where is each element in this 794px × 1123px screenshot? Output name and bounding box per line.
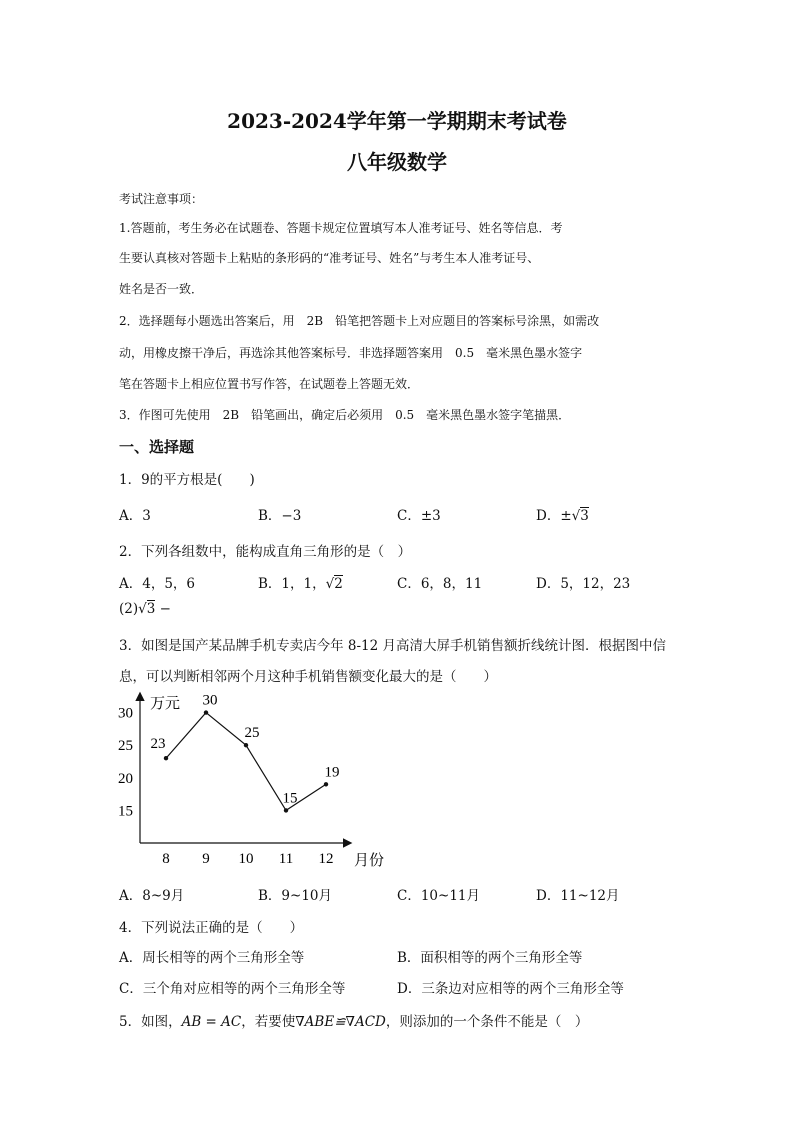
q4-option-a: A．周长相等的两个三角形全等 [119,950,305,966]
y-tick-label: 20 [118,770,133,787]
x-tick-label: 8 [162,851,170,867]
question-2-stem: 2．下列各组数中，能构成直角三角形的是（ ） [119,544,412,560]
data-label: 23 [150,736,166,753]
notice-line: 动，用橡皮擦干净后，再选涂其他答案标号．非选择题答案用 0.5 毫米黑色墨水签字 [119,346,583,360]
data-label: 30 [202,692,218,709]
stray-expression: (2)√3 − [119,601,171,617]
sales-line-chart [110,688,400,873]
exam-subtitle: 八年级数学 [347,150,447,174]
math-expression: ∇ABE≌∇ACD [295,1014,386,1030]
sqrt-sign-icon: √ [138,601,147,617]
data-point [204,710,208,714]
question-3-stem-line1: 3．如图是国产某品牌手机专卖店今年 8-12 月高清大屏手机销售额折线统计图．根据图中信 [119,638,666,654]
question-4-stem: 4．下列说法正确的是（ ） [119,920,304,936]
q2-option-a: A．4，5，6 [119,576,196,592]
x-tick-label: 11 [278,851,294,867]
y-axis-label: 万元 [150,696,181,712]
notice-line: 姓名是否一致． [119,282,204,296]
notice-heading: 考试注意事项： [119,192,204,206]
q4-option-d: D．三条边对应相等的两个三角形全等 [397,981,624,997]
sqrt-sign-icon: √ [325,576,335,592]
question-1-stem: 1．9的平方根是( ) [119,472,255,488]
q4-option-b: B．面积相等的两个三角形全等 [397,950,583,966]
y-tick-label: 25 [118,738,133,755]
section-title: 一、选择题 [119,438,195,456]
math-expression: AB = AC [181,1014,242,1030]
q3-option-b: B．9~10月 [258,888,332,904]
x-axis-label: 月份 [354,853,385,869]
q1-option-d: D．±√3 [536,508,589,524]
q1-option-a: A．3 [119,508,151,524]
q3-option-d: D．11~12月 [536,888,620,904]
data-label: 15 [282,790,298,807]
data-point [164,756,168,760]
question-5-stem: 5．如图，AB = AC，若要使∇ABE≌∇ACD，则添加的一个条件不能是（ ） [119,1014,589,1030]
data-point [244,743,248,747]
x-tick-label: 9 [202,851,210,867]
x-tick-label: 10 [238,851,254,867]
notice-line: 笔在答题卡上相应位置书写作答，在试题卷上答题无效． [119,377,420,391]
data-label: 19 [324,764,340,781]
q2-option-b: B．1，1，√2 [258,576,343,592]
q2-option-d: D．5，12，23 [536,576,631,592]
data-point [284,808,288,812]
y-tick-label: 15 [118,803,133,820]
notice-line: 2．选择题每小题选出答案后，用 2B 铅笔把答题卡上对应题目的答案标号涂黑，如需改 [119,314,600,328]
q1-option-b: B．−3 [258,508,302,524]
sqrt-sign-icon: √ [571,508,581,524]
x-tick-label: 12 [318,851,334,867]
question-3-stem-line2: 息，可以判断相邻两个月这种手机销售额变化最大的是（ ） [119,669,497,685]
q4-option-c: C．三个角对应相等的两个三角形全等 [119,981,346,997]
q3-option-a: A．8~9月 [119,888,185,904]
exam-title: 2023-2024学年第一学期期末考试卷 [227,109,567,133]
y-tick-label: 30 [118,705,133,722]
q2-option-c: C．6，8，11 [397,576,483,592]
notice-line: 3．作图可先使用 2B 铅笔画出，确定后必须用 0.5 毫米黑色墨水签字笔描黑． [119,408,571,422]
notice-line: 生要认真核对答题卡上粘贴的条形码的“准考证号、姓名”与考生本人准考证号、 [119,251,540,265]
q3-option-c: C．10~11月 [397,888,480,904]
data-point [324,782,328,786]
data-label: 25 [244,725,260,742]
q1-option-c: C．±3 [397,508,441,524]
notice-line: 1.答题前，考生务必在试题卷、答题卡规定位置填写本人准考证号、姓名等信息．考 [119,221,563,235]
